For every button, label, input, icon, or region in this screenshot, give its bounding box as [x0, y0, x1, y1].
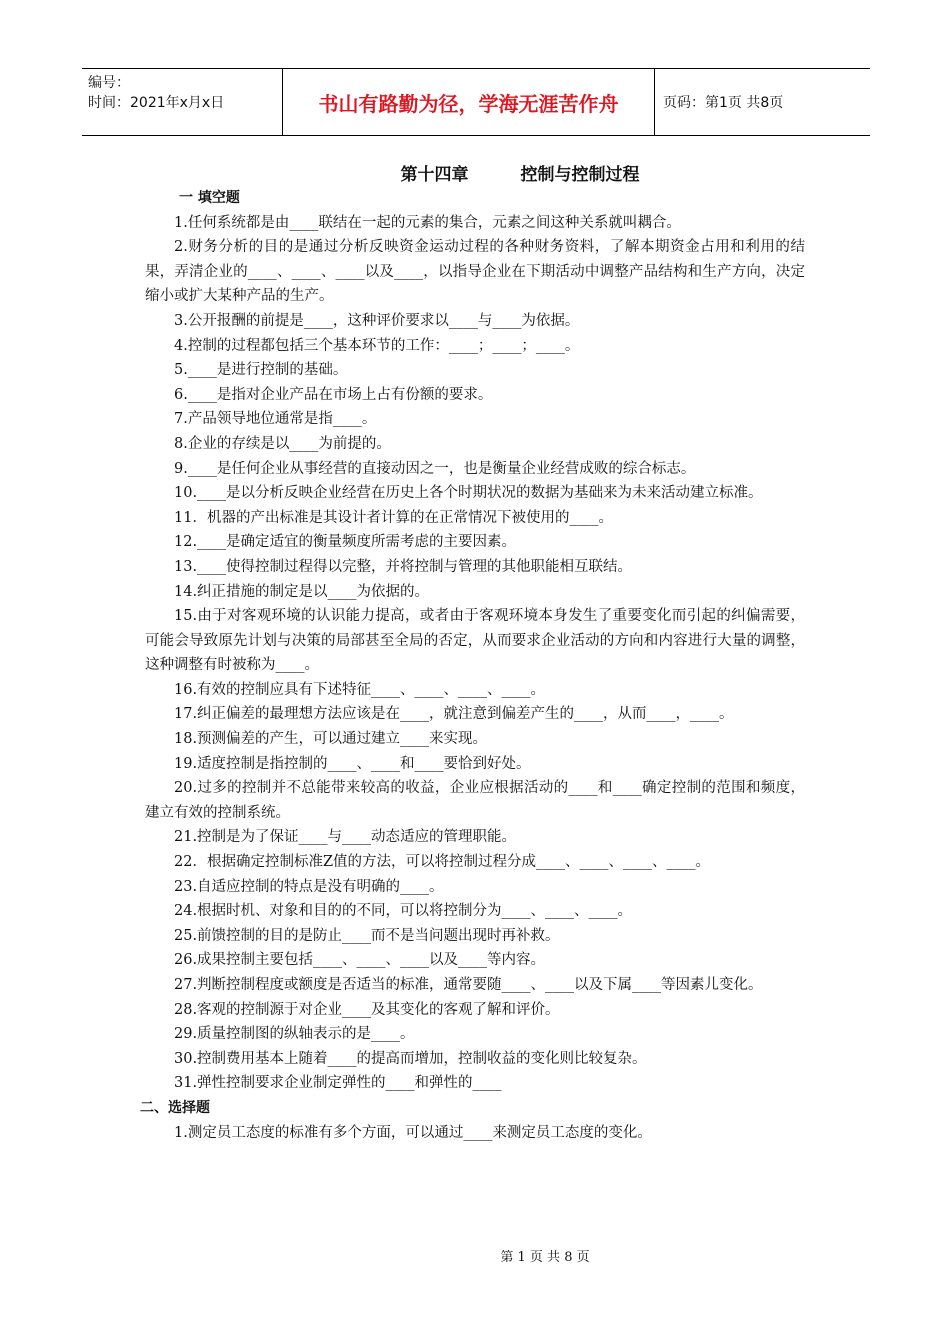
question-item: 14.纠正措施的制定是以____为依据的。	[174, 583, 430, 600]
section-heading-multiple-choice: 二、选择题	[140, 1099, 210, 1116]
question-list	[145, 211, 805, 1096]
question-item: 16.有效的控制应具有下述特征____、____、____、____。	[174, 681, 546, 698]
page-footer	[0, 1246, 950, 1265]
footer-page-number: 第 1 页 共 8 页	[500, 1250, 590, 1265]
question-item: 5.____是进行控制的基础。	[174, 362, 348, 379]
document-header	[82, 68, 870, 136]
question-item: 9.____是任何企业从事经营的直接动因之一，也是衡量企业经营成败的综合标志。	[174, 460, 696, 477]
document-body	[140, 186, 805, 1145]
question-item: 26.成果控制主要包括____、____、____以及____等内容。	[174, 952, 546, 969]
question-item: 22．根据确定控制标准Z值的方法，可以将控制过程分成____、____、____、____。	[174, 854, 711, 871]
header-page-info: 页码：第1页 共8页	[663, 95, 784, 111]
chapter-title	[0, 160, 950, 185]
date-label: 时间：2021年x月x日	[88, 95, 225, 111]
question-item: 21.控制是为了保证____与____动态适应的管理职能。	[174, 829, 517, 846]
question-item: 31.弹性控制要求企业制定弹性的____和弹性的____	[174, 1075, 502, 1092]
question-item: 27.判断控制程度或额度是否适当的标准，通常要随____、____以及下属____等因素儿变化。	[174, 977, 763, 993]
question-item: 7.产品领导地位通常是指____。	[174, 411, 377, 428]
question-item: 6.____是指对企业产品在市场上占有份额的要求。	[174, 386, 493, 403]
question-item: 10.____是以分析反映企业经营在历史上各个时期状况的数据为基础来为未来活动建立标准。	[174, 485, 763, 502]
code-label: 编号：	[88, 75, 130, 91]
question-item: 25.前馈控制的目的是防止____而不是当问题出现时再补救。	[174, 927, 560, 944]
question-item: 2.财务分析的目的是通过分析反映资金运动过程的各种财务资料，了解本期资金占用和利用的结果，弄清企业的____、____、____以及____，以指导企业在下期活动中调整产品结构和生产方向，决定缩小或扩大某种产品的生产。	[145, 239, 805, 305]
question-item: 11．机器的产出标准是其设计者计算的在正常情况下被使用的____。	[174, 509, 613, 526]
question-item: 12.____是确定适宜的衡量频度所需考虑的主要因素。	[174, 534, 517, 551]
question-item: 3.公开报酬的前提是____，这种评价要求以____与____为依据。	[174, 312, 580, 329]
header-meta	[82, 69, 282, 135]
chapter-name: 控制与控制过程	[520, 165, 640, 185]
question-item: 30.控制费用基本上随着____的提高而增加，控制收益的变化则比较复杂。	[174, 1050, 647, 1067]
question-item: 1.任何系统都是由____联结在一起的元素的集合，元素之间这种关系就叫耦合。	[174, 214, 681, 231]
question-item: 1.测定员工态度的标准有多个方面，可以通过____来测定员工态度的变化。	[174, 1124, 652, 1141]
question-item: 19.适度控制是指控制的____、____和____要恰到好处。	[174, 755, 531, 772]
question-item: 13.____使得控制过程得以完整，并将控制与管理的其他职能相互联结。	[174, 558, 633, 575]
question-item: 24.根据时机、对象和目的的不同，可以将控制分为____、____、____。	[174, 903, 633, 920]
chapter-number: 第十四章	[400, 165, 469, 185]
question-list-2	[145, 1121, 805, 1146]
question-item: 8.企业的存续是以____为前提的。	[174, 435, 391, 452]
question-item: 15.由于对客观环境的认识能力提高，或者由于客观环境本身发生了重要变化而引起的纠偏需要，可能会导致原先计划与决策的局部甚至全局的否定，从而要求企业活动的方向和内容进行大量的调整，这种调整有时被称为____。	[145, 608, 805, 674]
question-item: 29.质量控制图的纵轴表示的是____。	[174, 1026, 415, 1043]
section-heading-fill-blank: 一 填空题	[179, 190, 240, 206]
question-item: 17.纠正偏差的最理想方法应该是在____，就注意到偏差产生的____，从而____，____。	[174, 706, 734, 723]
question-item: 18.预测偏差的产生，可以通过建立____来实现。	[174, 731, 488, 748]
question-item: 4.控制的过程都包括三个基本环节的工作：____；____；____。	[174, 337, 580, 354]
question-item: 20.过多的控制并不总能带来较高的收益，企业应根据活动的____和____确定控制的范围和频度，建立有效的控制系统。	[145, 780, 805, 821]
question-item: 28.客观的控制源于对企业____及其变化的客观了解和评价。	[174, 1001, 560, 1018]
question-item: 23.自适应控制的特点是没有明确的____。	[174, 878, 444, 895]
header-motto: 书山有路勤为径，学海无涯苦作舟	[282, 69, 655, 135]
